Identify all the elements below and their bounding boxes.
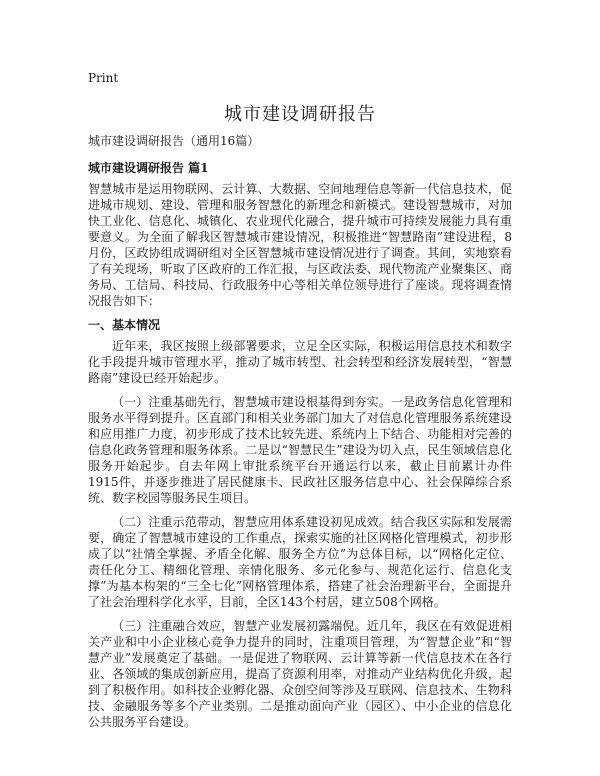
page-title: 城市建设调研报告 xyxy=(224,104,376,125)
intro-paragraph: 智慧城市是运用物联网、云计算、大数据、空间地理信息等新一代信息技术，促进城市规划、建设、管理和服务智慧化的新理念和新模式。建设智慧城市，对加快工业化、信息化、城镇化、农业现代化融合，提升城市可持续发展能力具有重要意义。为全面了解我区智慧城市建设情况，积极推进“智慧路南”建设进程，8月份，区政协组成调研组对全区智慧城市建设情况进行了调查。其间，实地察看了有关现场，听取了区政府的工作汇报，与区政法委、现代物流产业聚集区、商务局、工信局、科技局、行政服务中心等相关单位领导进行了座谈。现将调查情况报告如下： xyxy=(88,182,512,308)
paragraph-2: （一）注重基础先行，智慧城市建设根基得到夯实。一是政务信息化管理和服务水平得到提升。区直部门和相关业务部门加大了对信息化管理服务系统建设和应用推广力度，初步形成了技术比较先进、系统内上下结合、功能相对完善的信息化政务管理和服务体系。二是以“智慧民生”建设为切入点，民生领域信息化服务开始起步。自去年网上审批系统平台开通运行以来，截止目前累计办件1915件，并逐步推进了居民健康卡、民政社区服务信息中心、社会保障综合系统、数字校园等服务民生项目。 xyxy=(88,395,512,505)
print-link[interactable]: Print xyxy=(88,71,119,85)
document-body xyxy=(88,133,512,738)
part-title: 城市建设调研报告 篇1 xyxy=(88,161,209,175)
section-heading: 一、基本情况 xyxy=(88,318,161,332)
paragraph-4: （三）注重融合效应，智慧产业发展初露端倪。近几年，我区在有效促进相关产业和中小企业核心竞争力提升的同时，注重项目管理，为“智慧企业”和“智慧产业”发展奠定了基础。一是促进了物联网、云计算等新一代信息技术在各行业、各领域的集成创新应用，提高了资源利用率，对推动产业结构优化升级，起到了积极作用。如科技企业孵化器、众创空间等涉及互联网、信息技术、生物科技、金融服务等多个产业类别。二是推动面向产业（园区）、中小企业的信息化公共服务平台建设。 xyxy=(88,619,512,729)
paragraph-1: 近年来，我区按照上级部署要求，立足全区实际，积极运用信息技术和数字化手段提升城市管理水平，推动了城市转型、社会转型和经济发展转型，“智慧路南”建设已经开始起步。 xyxy=(88,339,512,385)
document-subtitle: 城市建设调研报告（通用16篇） xyxy=(88,134,260,148)
paragraph-3: （二）注重示范带动，智慧应用体系建设初见成效。结合我区实际和发展需要，确定了智慧城市建设的工作重点，探索实施的社区网格化管理模式，初步形成了以“社情全掌握、矛盾全化解、服务全方位”为总体目标，以“网格化定位、责任化分工、精细化管理、亲情化服务、多元化参与、规范化运行、信息化支撑”为基本构架的“三全七化”网格管理体系，搭建了社会治理新平台，全面提升了社会治理科学化水平，目前，全区143个村居，建立508个网格。 xyxy=(88,515,512,609)
